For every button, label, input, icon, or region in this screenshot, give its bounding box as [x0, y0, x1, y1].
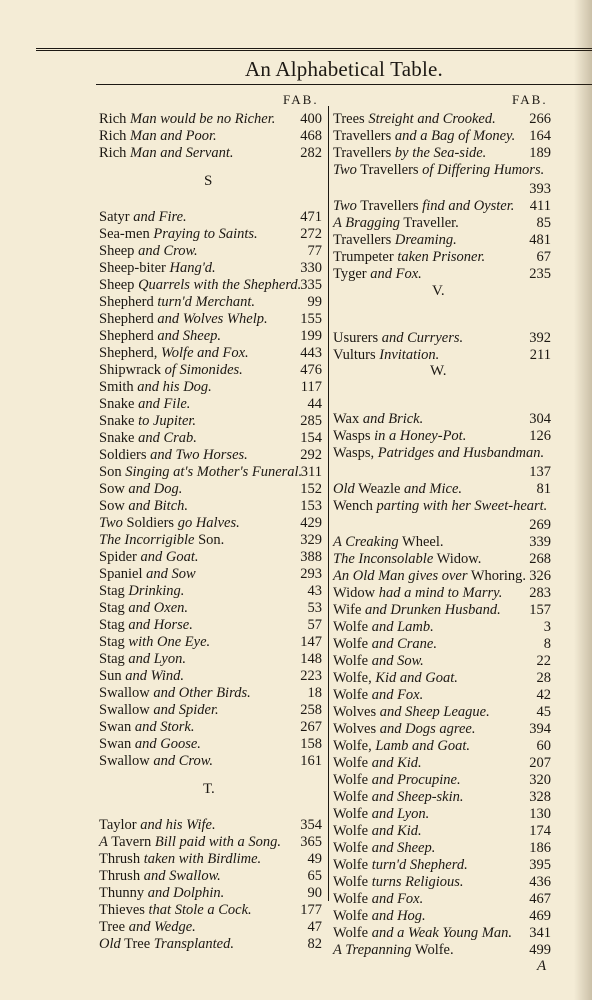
entry-page-number: 85 — [536, 215, 551, 231]
entry-page-number: 117 — [300, 379, 322, 395]
index-entry — [333, 128, 551, 145]
index-entry — [333, 249, 551, 266]
entry-page-number: 207 — [529, 755, 551, 771]
entry-title: Wasps, Patridges and Husbandman. — [333, 445, 545, 461]
entry-title: Thieves that Stole a Cock. — [99, 902, 252, 918]
index-entry — [99, 549, 322, 566]
entry-page-number: 154 — [300, 430, 322, 446]
index-entry — [99, 379, 322, 396]
entry-title: Wolfe turns Religious. — [333, 874, 464, 890]
entry-page-number: 130 — [529, 806, 551, 822]
entry-page-number: 8 — [543, 636, 551, 652]
index-entry — [99, 111, 322, 128]
entry-title: Wolfe and Fox. — [333, 687, 424, 703]
index-entry — [333, 891, 551, 908]
entry-page-number: 436 — [529, 874, 551, 890]
entry-page-number: 177 — [300, 902, 322, 918]
index-entry — [333, 857, 551, 874]
entry-title: Wolfe and Kid. — [333, 823, 422, 839]
entry-title: Sow and Dog. — [99, 481, 183, 497]
entry-page-number: 304 — [529, 411, 551, 427]
entry-title: Smith and his Dog. — [99, 379, 212, 395]
entry-page-number: 292 — [300, 447, 322, 463]
entry-title: A Bragging Traveller. — [333, 215, 459, 231]
index-entry — [99, 834, 322, 851]
entry-title: A Trepanning Wolfe. — [333, 942, 454, 958]
entry-page-number: 148 — [300, 651, 322, 667]
entry-page-number: 268 — [529, 551, 551, 567]
entry-page-number: 285 — [300, 413, 322, 429]
entry-title: Sow and Bitch. — [99, 498, 189, 514]
index-entry — [333, 687, 551, 704]
index-entry — [99, 617, 322, 634]
entry-title: Rich Man and Poor. — [99, 128, 217, 144]
index-entry — [333, 534, 551, 551]
index-entry — [99, 145, 322, 162]
entry-page-number: 164 — [529, 128, 551, 144]
entry-page-number: 47 — [307, 919, 322, 935]
index-entry — [333, 411, 551, 428]
entry-title: Wolfe, Kid and Goat. — [333, 670, 458, 686]
entry-page-number: 293 — [300, 566, 322, 582]
entry-title: Wolves and Sheep League. — [333, 704, 490, 720]
entry-page-number: 329 — [300, 532, 322, 548]
entry-page-number: 393 — [529, 181, 551, 197]
index-entry — [99, 464, 322, 481]
entry-title: Wolfe, Lamb and Goat. — [333, 738, 470, 754]
index-entry — [333, 481, 551, 498]
entry-title: Old Weazle and Mice. — [333, 481, 463, 497]
entry-title: Taylor and his Wife. — [99, 817, 216, 833]
index-entry — [99, 362, 322, 379]
entry-page-number: 476 — [300, 362, 322, 378]
entry-title: Swallow and Spider. — [99, 702, 219, 718]
entry-title: Trees Streight and Crooked. — [333, 111, 496, 127]
entry-page-number: 429 — [300, 515, 322, 531]
entry-title: Swan and Goose. — [99, 736, 201, 752]
entry-page-number: 199 — [300, 328, 322, 344]
entry-title: Wolfe and Lamb. — [333, 619, 434, 635]
entry-title: Spaniel and Sow — [99, 566, 196, 582]
entry-title: Wench parting with her Sweet-heart. — [333, 498, 548, 514]
entry-title: Old Tree Transplanted. — [99, 936, 234, 952]
entry-title: Two Soldiers go Halves. — [99, 515, 240, 531]
entry-page-number: 137 — [529, 464, 551, 480]
index-entry — [99, 260, 322, 277]
entry-page-number: 60 — [536, 738, 551, 754]
entry-page-number: 341 — [529, 925, 551, 941]
entry-title: Vulturs Invitation. — [333, 347, 440, 363]
index-entry — [99, 817, 322, 834]
section-letter: T. — [203, 781, 215, 797]
entry-title: Satyr and Fire. — [99, 209, 187, 225]
index-entry — [99, 736, 322, 753]
index-entry — [333, 721, 551, 738]
entry-title: Shipwrack of Simonides. — [99, 362, 243, 378]
entry-page-number: 395 — [529, 857, 551, 873]
entry-page-number: 400 — [300, 111, 322, 127]
entry-title: Thunny and Dolphin. — [99, 885, 225, 901]
entry-title: Wax and Brick. — [333, 411, 424, 427]
column-divider — [328, 106, 329, 901]
entry-page-number: 223 — [300, 668, 322, 684]
entry-title: Shepherd and Wolves Whelp. — [99, 311, 268, 327]
index-entry — [333, 330, 551, 347]
index-entry — [99, 226, 322, 243]
index-entry — [99, 498, 322, 515]
entry-page-number: 235 — [529, 266, 551, 282]
entry-page-number: 28 — [536, 670, 551, 686]
entry-page-number: 189 — [529, 145, 551, 161]
entry-title: Sheep and Crow. — [99, 243, 198, 259]
entry-title: A Tavern Bill paid with a Song. — [99, 834, 281, 850]
entry-page-number: 339 — [529, 534, 551, 550]
index-entry — [99, 243, 322, 260]
index-entry — [333, 908, 551, 925]
entry-page-number: 282 — [300, 145, 322, 161]
entry-title: Shepherd turn'd Merchant. — [99, 294, 255, 310]
entry-title: Wolfe and Sheep. — [333, 840, 436, 856]
entry-page-number: 45 — [536, 704, 551, 720]
index-entry — [99, 413, 322, 430]
entry-page-number: 469 — [529, 908, 551, 924]
index-entry — [99, 668, 322, 685]
index-entry — [99, 634, 322, 651]
entry-title: Wolfe and Sheep-skin. — [333, 789, 464, 805]
index-entry — [333, 823, 551, 840]
entry-title: Wolfe and Procupine. — [333, 772, 461, 788]
entry-title: Stag and Horse. — [99, 617, 193, 633]
index-entry — [333, 619, 551, 636]
entry-title: Tyger and Fox. — [333, 266, 422, 282]
index-entry — [99, 651, 322, 668]
entry-page-number: 328 — [529, 789, 551, 805]
entry-page-number: 157 — [529, 602, 551, 618]
entry-page-number: 42 — [536, 687, 551, 703]
entry-page-number: 67 — [536, 249, 551, 265]
entry-page-number: 49 — [307, 851, 322, 867]
entry-page-number: 258 — [300, 702, 322, 718]
index-entry — [99, 851, 322, 868]
index-entry — [333, 738, 551, 755]
index-entry — [333, 215, 551, 232]
entry-title: Wolfe turn'd Shepherd. — [333, 857, 468, 873]
entry-page-number: 335 — [300, 277, 322, 293]
entry-page-number: 3 — [543, 619, 551, 635]
index-entry — [333, 428, 551, 445]
index-entry — [333, 266, 551, 283]
entry-page-number: 354 — [300, 817, 322, 833]
entry-page-number: 467 — [529, 891, 551, 907]
entry-title: Thrush and Swallow. — [99, 868, 221, 884]
entry-title: Tree and Wedge. — [99, 919, 196, 935]
section-letter: W. — [430, 363, 447, 379]
index-entry — [333, 585, 551, 602]
entry-page-number: 326 — [529, 568, 551, 584]
entry-page-number: 394 — [529, 721, 551, 737]
entry-title: Trumpeter taken Prisoner. — [333, 249, 486, 265]
entry-title: Stag and Lyon. — [99, 651, 186, 667]
index-entry — [333, 445, 551, 462]
index-entry — [99, 311, 322, 328]
index-entry — [99, 702, 322, 719]
index-entry — [333, 464, 551, 481]
entry-page-number: 90 — [307, 885, 322, 901]
index-entry — [333, 181, 551, 198]
entry-title: Sea-men Praying to Saints. — [99, 226, 258, 242]
entry-title: Son Singing at's Mother's Funeral. — [99, 464, 303, 480]
entry-page-number: 99 — [307, 294, 322, 310]
entry-title: Swallow and Other Birds. — [99, 685, 251, 701]
entry-title: Widow had a mind to Marry. — [333, 585, 503, 601]
index-entry — [333, 806, 551, 823]
entry-page-number: 392 — [529, 330, 551, 346]
index-entry — [99, 685, 322, 702]
entry-page-number: 44 — [307, 396, 322, 412]
entry-title: Rich Man and Servant. — [99, 145, 234, 161]
entry-title: Wolfe and Hog. — [333, 908, 426, 924]
entry-page-number: 147 — [300, 634, 322, 650]
index-entry — [333, 755, 551, 772]
entry-page-number: 155 — [300, 311, 322, 327]
entry-page-number: 411 — [529, 198, 551, 214]
index-entry — [333, 568, 551, 585]
section-letter: V. — [432, 283, 445, 299]
index-entry — [333, 636, 551, 653]
entry-title: Wolfe and Lyon. — [333, 806, 430, 822]
index-entry — [99, 719, 322, 736]
entry-title: Snake to Jupiter. — [99, 413, 197, 429]
index-entry — [333, 772, 551, 789]
entry-title: Two Travellers find and Oyster. — [333, 198, 515, 214]
entry-title: Sun and Wind. — [99, 668, 185, 684]
entry-title: Rich Man would be no Richer. — [99, 111, 276, 127]
index-entry — [99, 532, 322, 549]
section-letter: S — [204, 173, 213, 189]
entry-page-number: 186 — [529, 840, 551, 856]
entry-title: Wolfe and Crane. — [333, 636, 437, 652]
index-entry — [99, 902, 322, 919]
entry-page-number: 81 — [536, 481, 551, 497]
entry-page-number: 311 — [300, 464, 322, 480]
index-entry — [99, 396, 322, 413]
entry-page-number: 77 — [307, 243, 322, 259]
entry-page-number: 499 — [529, 942, 551, 958]
index-entry — [333, 198, 551, 215]
entry-title: Wasps in a Honey-Pot. — [333, 428, 467, 444]
index-entry — [99, 209, 322, 226]
entry-page-number: 57 — [307, 617, 322, 633]
index-entry — [99, 566, 322, 583]
index-entry — [99, 936, 322, 953]
entry-page-number: 53 — [307, 600, 322, 616]
entry-page-number: 481 — [529, 232, 551, 248]
index-entry — [333, 232, 551, 249]
entry-page-number: 269 — [529, 517, 551, 533]
entry-title: Sheep Quarrels with the Shepherd. — [99, 277, 302, 293]
title-rule — [96, 84, 592, 85]
entry-title: Wife and Drunken Husband. — [333, 602, 501, 618]
entry-title: Snake and File. — [99, 396, 191, 412]
index-entry — [99, 430, 322, 447]
entry-title: The Incorrigible Son. — [99, 532, 225, 548]
entry-title: The Inconsolable Widow. — [333, 551, 482, 567]
index-entry — [99, 277, 322, 294]
entry-title: Travellers and a Bag of Money. — [333, 128, 516, 144]
entry-title: Snake and Crab. — [99, 430, 197, 446]
top-rule — [36, 48, 592, 51]
index-entry — [333, 551, 551, 568]
entry-page-number: 211 — [529, 347, 551, 363]
page-title: An Alphabetical Table. — [245, 57, 443, 81]
index-entry — [333, 670, 551, 687]
index-entry — [333, 517, 551, 534]
entry-page-number: 471 — [300, 209, 322, 225]
entry-title: A Creaking Wheel. — [333, 534, 444, 550]
index-entry — [333, 874, 551, 891]
index-entry — [333, 498, 551, 515]
entry-title: Wolfe and Fox. — [333, 891, 424, 907]
entry-page-number: 43 — [307, 583, 322, 599]
entry-page-number: 272 — [300, 226, 322, 242]
page-edge-shadow — [574, 0, 592, 1000]
entry-title: Wolves and Dogs agree. — [333, 721, 476, 737]
entry-title: Two Travellers of Differing Humors. — [333, 162, 545, 178]
index-entry — [333, 347, 551, 364]
entry-page-number: 266 — [529, 111, 551, 127]
index-entry — [333, 942, 551, 959]
entry-page-number: 18 — [307, 685, 322, 701]
entry-page-number: 267 — [300, 719, 322, 735]
catchword: A — [537, 958, 547, 974]
entry-title: Soldiers and Two Horses. — [99, 447, 248, 463]
entry-title: Shepherd, Wolfe and Fox. — [99, 345, 249, 361]
index-entry — [99, 481, 322, 498]
index-entry — [333, 111, 551, 128]
entry-title: Travellers by the Sea-side. — [333, 145, 487, 161]
entry-page-number: 152 — [300, 481, 322, 497]
entry-title: An Old Man gives over Whoring. — [333, 568, 527, 584]
right-column-heading: FAB. — [512, 92, 548, 107]
index-entry — [333, 653, 551, 670]
entry-title: Wolfe and Sow. — [333, 653, 424, 669]
entry-title: Thrush taken with Birdlime. — [99, 851, 262, 867]
index-entry — [99, 345, 322, 362]
index-entry — [99, 753, 322, 770]
entry-title: Wolfe and a Weak Young Man. — [333, 925, 513, 941]
index-entry — [333, 925, 551, 942]
entry-page-number: 158 — [300, 736, 322, 752]
entry-page-number: 65 — [307, 868, 322, 884]
index-entry — [99, 919, 322, 936]
index-entry — [333, 840, 551, 857]
entry-page-number: 320 — [529, 772, 551, 788]
entry-page-number: 283 — [529, 585, 551, 601]
left-column-heading: FAB. — [283, 92, 319, 107]
index-entry — [99, 868, 322, 885]
index-entry — [333, 789, 551, 806]
entry-title: Swallow and Crow. — [99, 753, 213, 769]
entry-title: Travellers Dreaming. — [333, 232, 457, 248]
index-entry — [99, 583, 322, 600]
entry-title: Shepherd and Sheep. — [99, 328, 222, 344]
entry-page-number: 468 — [300, 128, 322, 144]
entry-page-number: 22 — [536, 653, 551, 669]
entry-page-number: 330 — [300, 260, 322, 276]
entry-page-number: 161 — [300, 753, 322, 769]
index-entry — [333, 602, 551, 619]
entry-page-number: 126 — [529, 428, 551, 444]
index-entry — [99, 885, 322, 902]
index-entry — [99, 600, 322, 617]
index-entry — [99, 515, 322, 532]
entry-page-number: 174 — [529, 823, 551, 839]
entry-title: Stag and Oxen. — [99, 600, 188, 616]
entry-title: Spider and Goat. — [99, 549, 199, 565]
index-entry — [99, 294, 322, 311]
index-entry — [99, 447, 322, 464]
entry-page-number: 82 — [307, 936, 322, 952]
entry-page-number: 153 — [300, 498, 322, 514]
entry-title: Stag with One Eye. — [99, 634, 211, 650]
index-entry — [333, 145, 551, 162]
entry-title: Stag Drinking. — [99, 583, 185, 599]
index-entry — [99, 328, 322, 345]
entry-title: Swan and Stork. — [99, 719, 195, 735]
index-entry — [333, 162, 551, 179]
entry-title: Wolfe and Kid. — [333, 755, 422, 771]
entry-title: Sheep-biter Hang'd. — [99, 260, 216, 276]
index-entry — [99, 128, 322, 145]
index-entry — [333, 704, 551, 721]
entry-page-number: 365 — [300, 834, 322, 850]
entry-page-number: 443 — [300, 345, 322, 361]
entry-title: Usurers and Curryers. — [333, 330, 464, 346]
entry-page-number: 388 — [300, 549, 322, 565]
